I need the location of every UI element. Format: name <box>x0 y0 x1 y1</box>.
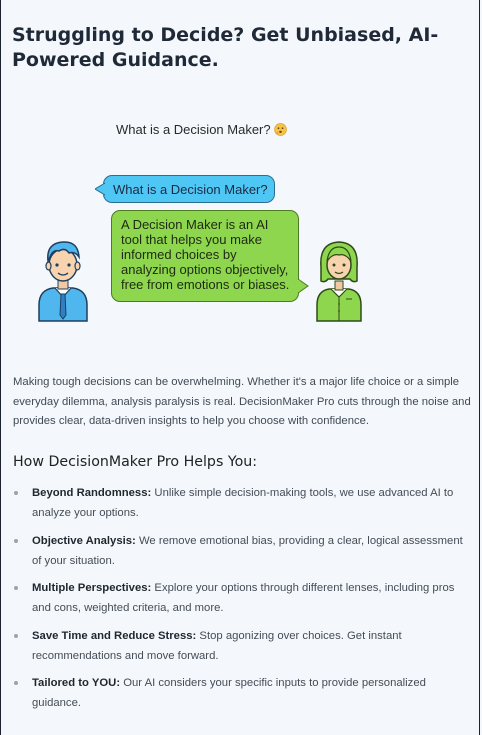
benefit-term: Save Time and Reduce Stress: <box>32 629 197 642</box>
page-title: Struggling to Decide? Get Unbiased, AI-Powered Guidance. <box>12 24 439 71</box>
benefits-list <box>1 483 479 721</box>
bullet-dot-icon <box>14 681 18 685</box>
bullet-dot-icon <box>14 539 18 543</box>
intro-paragraph: Making tough decisions can be overwhelming. Whether it's a major life choice or a simple everyday dilemma, analysis paralysis is real. DecisionMaker Pro cuts through the noise and provides clear, data-driven insights to help you choose with confidence. <box>13 376 471 427</box>
benefit-text: Explore your options through different lenses, including pros and cons, weighted criteria, and more. <box>32 582 455 614</box>
benefit-term: Objective Analysis: <box>32 534 136 547</box>
list-item <box>1 483 479 523</box>
list-item <box>1 578 479 618</box>
question-bubble-text: What is a Decision Maker? <box>113 182 268 197</box>
benefit-term: Tailored to YOU: <box>32 677 121 689</box>
answer-bubble-text: A Decision Maker is an AI tool that helps you make informed choices by analyzing options objectively, free from emotions or biases. <box>121 217 290 292</box>
benefit-text: Our AI considers your specific inputs to provide personalized guidance. <box>32 677 426 709</box>
benefit-term: Multiple Perspectives: <box>32 582 152 594</box>
benefit-text: Unlike simple decision-making tools, we use advanced AI to analyze your options. <box>32 487 454 519</box>
answer-bubble-tail <box>298 278 309 294</box>
benefit-text: We remove emotional bias, providing a clear, logical assessment of your situation. <box>32 534 463 567</box>
man-avatar-icon <box>35 235 91 323</box>
list-item <box>1 626 479 666</box>
illustration-caption-text: What is a Decision Maker? <box>116 122 271 137</box>
list-item <box>1 531 479 571</box>
question-speech-bubble <box>103 175 275 203</box>
woman-avatar-icon <box>315 237 363 323</box>
bullet-dot-icon <box>14 634 18 638</box>
bullet-dot-icon <box>14 586 18 590</box>
list-item <box>1 673 479 713</box>
decision-maker-illustration <box>1 110 481 350</box>
benefit-text: Stop agonizing over choices. Get instant recommendations and move forward. <box>32 629 402 662</box>
benefit-term: Beyond Randomness: <box>32 487 152 499</box>
question-bubble-tail <box>95 182 105 196</box>
bullet-dot-icon <box>14 491 18 495</box>
illustration-caption <box>116 122 287 137</box>
benefits-heading: How DecisionMaker Pro Helps You: <box>13 454 258 470</box>
thinking-face-emoji-icon <box>274 123 287 136</box>
answer-speech-bubble <box>111 210 299 302</box>
